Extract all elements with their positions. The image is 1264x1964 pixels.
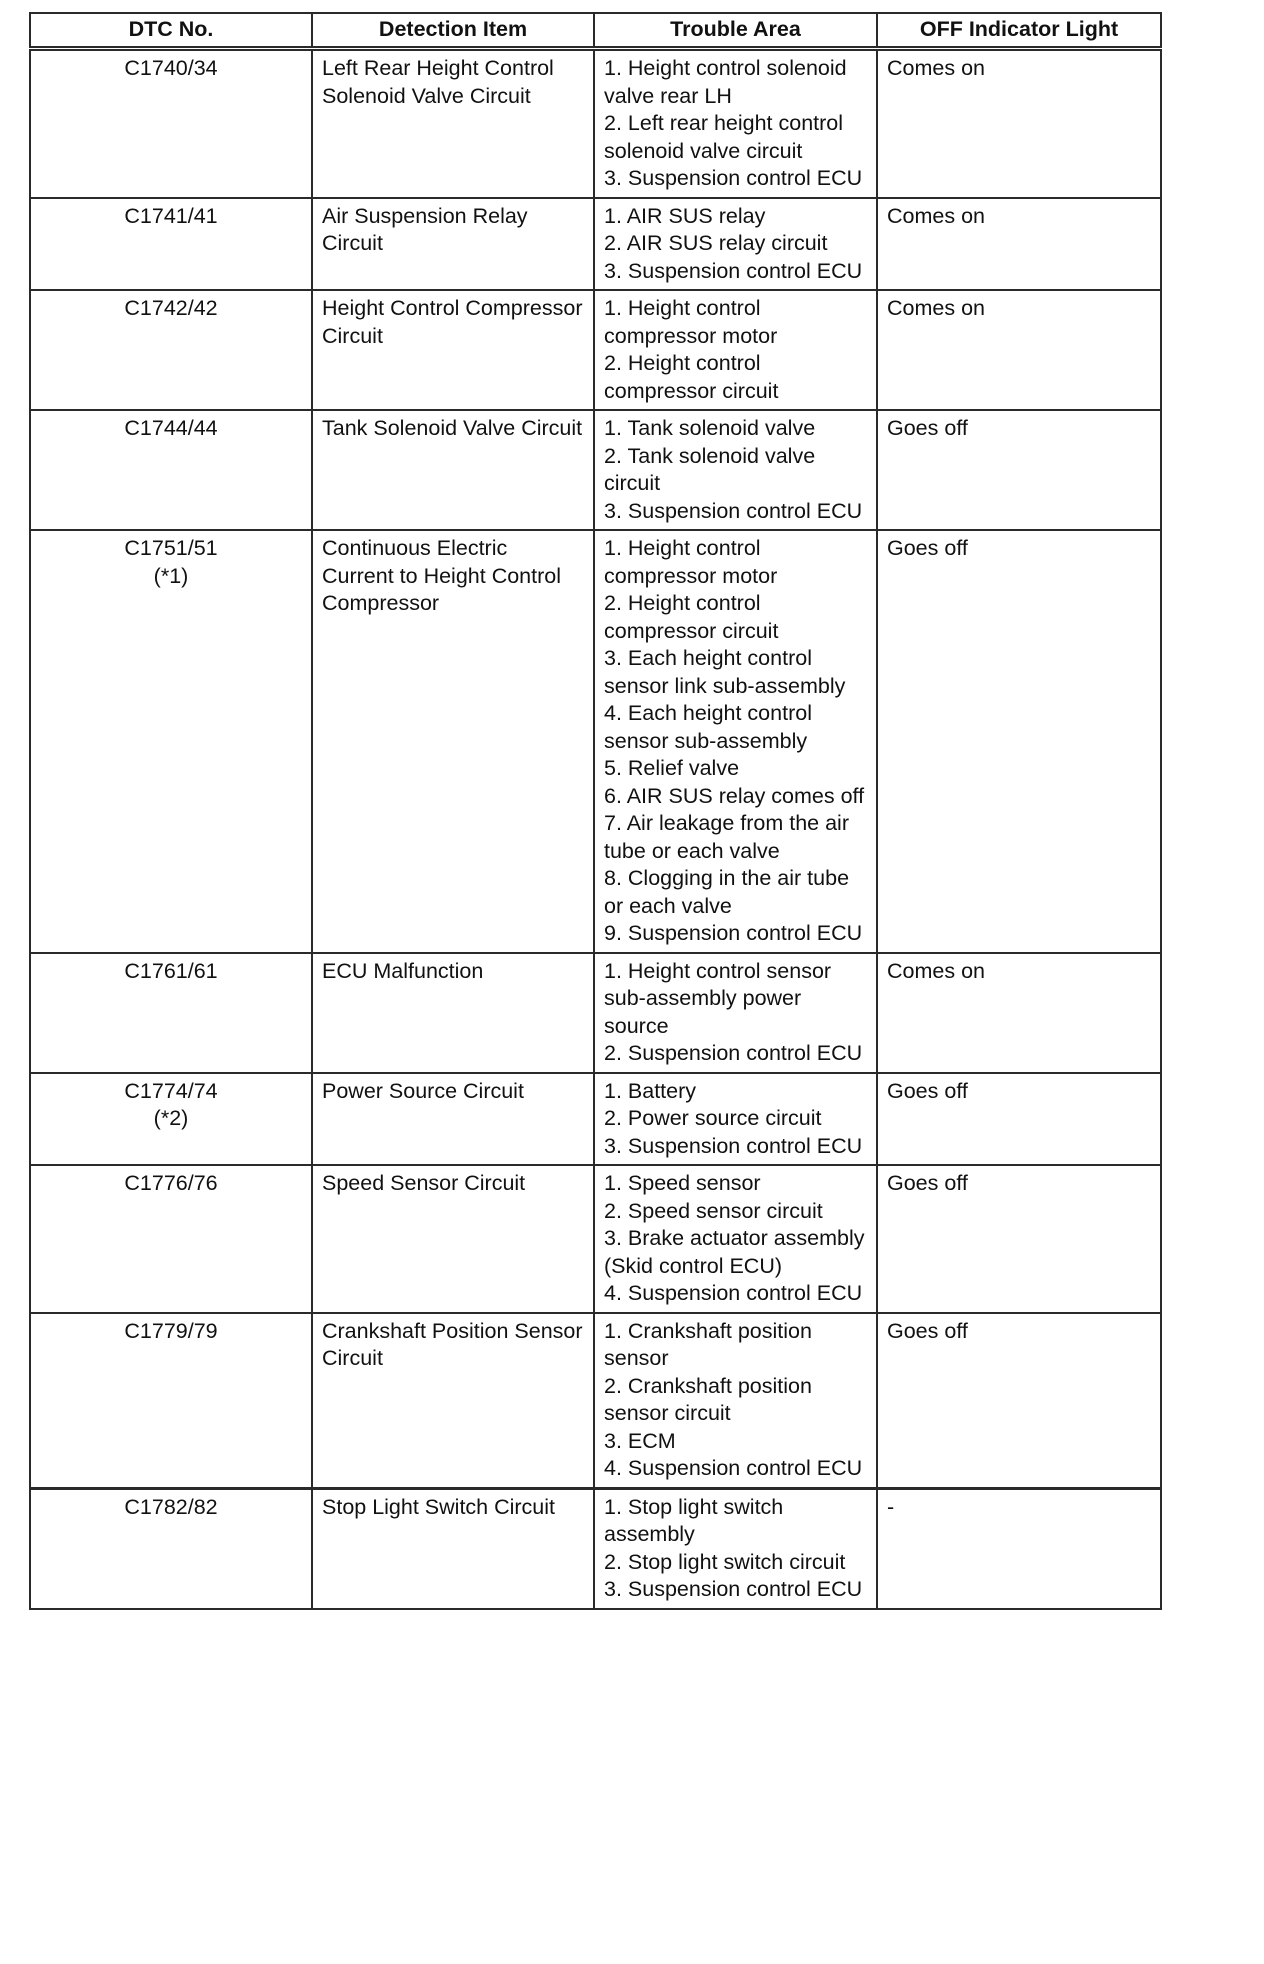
dtc-footnote: (*2) bbox=[153, 1106, 189, 1130]
dtc-number-cell bbox=[30, 290, 312, 410]
trouble-area-entry: 2. Suspension control ECU bbox=[604, 1041, 863, 1065]
dtc-code: C1744/44 bbox=[124, 416, 218, 440]
dtc-number-cell bbox=[30, 410, 312, 530]
trouble-area-cell bbox=[594, 49, 877, 198]
trouble-area-cell bbox=[594, 953, 877, 1073]
table-header bbox=[30, 13, 1161, 49]
trouble-area-entry: 3. Suspension control ECU bbox=[604, 258, 863, 283]
trouble-area-entry: 4. Each height control sensor sub-assembly bbox=[604, 701, 812, 753]
trouble-area-entry: 3. ECM bbox=[604, 1428, 676, 1453]
trouble-area-cell bbox=[594, 410, 877, 530]
trouble-area-entry: 7. Air leakage from the air tube or each valve bbox=[604, 811, 849, 863]
dtc-number-cell bbox=[30, 953, 312, 1073]
detection-item-cell: Crankshaft Position Sensor Circuit bbox=[312, 1313, 594, 1489]
header-trouble-area: Trouble Area bbox=[594, 13, 877, 49]
detection-item-cell: Left Rear Height Control Solenoid Valve Circuit bbox=[312, 49, 594, 198]
header-dtc-no: DTC No. bbox=[30, 13, 312, 49]
dtc-code: C1742/42 bbox=[124, 296, 218, 320]
dtc-code: C1761/61 bbox=[124, 958, 218, 983]
trouble-area-cell bbox=[594, 530, 877, 953]
detection-item-cell: ECU Malfunction bbox=[312, 953, 594, 1073]
table-row bbox=[30, 1073, 1161, 1166]
off-indicator-light-cell: Goes off bbox=[877, 410, 1161, 530]
dtc-number-cell bbox=[30, 530, 312, 953]
detection-item-cell: Tank Solenoid Valve Circuit bbox=[312, 410, 594, 530]
off-indicator-light-cell: Goes off bbox=[877, 1165, 1161, 1313]
dtc-code: C1740/34 bbox=[124, 56, 218, 80]
dtc-number-cell bbox=[30, 49, 312, 198]
dtc-code: C1751/51 bbox=[124, 536, 218, 560]
trouble-area-entry: 1. Height control compressor motor bbox=[604, 296, 778, 348]
trouble-area-entry: 2. Left rear height control solenoid valve circuit bbox=[604, 111, 844, 163]
trouble-area-cell bbox=[594, 1165, 877, 1313]
table-row bbox=[30, 1488, 1161, 1609]
trouble-area-entry: 5. Relief valve bbox=[604, 756, 740, 780]
trouble-area-cell bbox=[594, 198, 877, 291]
trouble-area-entry: 2. Height control compressor circuit bbox=[604, 591, 779, 643]
trouble-area-cell bbox=[594, 290, 877, 410]
table-row bbox=[30, 1313, 1161, 1489]
table-row bbox=[30, 530, 1161, 953]
trouble-area-entry: 3. Suspension control ECU bbox=[604, 1577, 863, 1601]
detection-item-cell: Power Source Circuit bbox=[312, 1073, 594, 1166]
trouble-area-entry: 1. Tank solenoid valve bbox=[604, 416, 816, 440]
trouble-area-entry: 1. Height control solenoid valve rear LH bbox=[604, 56, 847, 108]
trouble-area-entry: 3. Suspension control ECU bbox=[604, 1133, 863, 1158]
trouble-area-cell bbox=[594, 1073, 877, 1166]
trouble-area-entry: 1. Crankshaft position sensor bbox=[604, 1318, 812, 1370]
dtc-code: C1741/41 bbox=[124, 203, 218, 228]
trouble-area-entry: 2. AIR SUS relay circuit bbox=[604, 231, 828, 255]
dtc-number-cell bbox=[30, 198, 312, 291]
off-indicator-light-cell: Comes on bbox=[877, 198, 1161, 291]
trouble-area-entry: 3. Brake actuator assembly (Skid control ECU) bbox=[604, 1226, 865, 1278]
trouble-area-entry: 1. AIR SUS relay bbox=[604, 203, 766, 228]
trouble-area-entry: 2. Stop light switch circuit bbox=[604, 1549, 846, 1574]
detection-item-cell: Air Suspension Relay Circuit bbox=[312, 198, 594, 291]
header-off-indicator-light: OFF Indicator Light bbox=[877, 13, 1161, 49]
trouble-area-cell bbox=[594, 1313, 877, 1489]
trouble-area-entry: 4. Suspension control ECU bbox=[604, 1456, 863, 1480]
dtc-number-cell bbox=[30, 1488, 312, 1609]
trouble-area-entry: 1. Stop light switch assembly bbox=[604, 1494, 784, 1546]
trouble-area-entry: 2. Height control compressor circuit bbox=[604, 351, 779, 403]
header-detection-item: Detection Item bbox=[312, 13, 594, 49]
dtc-number-cell bbox=[30, 1313, 312, 1489]
trouble-area-entry: 3. Suspension control ECU bbox=[604, 498, 863, 523]
off-indicator-light-cell: Comes on bbox=[877, 49, 1161, 198]
table-row bbox=[30, 49, 1161, 198]
table-row bbox=[30, 198, 1161, 291]
off-indicator-light-cell: Comes on bbox=[877, 290, 1161, 410]
off-indicator-light-cell: Goes off bbox=[877, 530, 1161, 953]
trouble-area-entry: 1. Height control sensor sub-assembly power source bbox=[604, 958, 832, 1038]
trouble-area-entry: 9. Suspension control ECU bbox=[604, 921, 863, 945]
trouble-area-entry: 2. Tank solenoid valve circuit bbox=[604, 443, 816, 495]
off-indicator-light-cell: - bbox=[877, 1488, 1161, 1609]
detection-item-cell: Speed Sensor Circuit bbox=[312, 1165, 594, 1313]
trouble-area-entry: 1. Battery bbox=[604, 1078, 697, 1103]
trouble-area-entry: 8. Clogging in the air tube or each valve bbox=[604, 866, 850, 918]
table-row bbox=[30, 1165, 1161, 1313]
detection-item-cell: Height Control Compressor Circuit bbox=[312, 290, 594, 410]
table-body bbox=[30, 49, 1161, 1609]
trouble-area-entry: 4. Suspension control ECU bbox=[604, 1281, 863, 1305]
trouble-area-entry: 2. Speed sensor circuit bbox=[604, 1198, 823, 1223]
off-indicator-light-cell: Goes off bbox=[877, 1313, 1161, 1489]
dtc-number-cell bbox=[30, 1073, 312, 1166]
trouble-area-entry: 2. Crankshaft position sensor circuit bbox=[604, 1373, 812, 1425]
dtc-code: C1776/76 bbox=[124, 1171, 218, 1195]
trouble-area-entry: 3. Each height control sensor link sub-assembly bbox=[604, 646, 846, 698]
trouble-area-entry: 1. Speed sensor bbox=[604, 1171, 761, 1195]
dtc-code: C1782/82 bbox=[124, 1494, 218, 1519]
dtc-code: C1779/79 bbox=[124, 1318, 218, 1343]
header-row bbox=[30, 13, 1161, 49]
off-indicator-light-cell: Goes off bbox=[877, 1073, 1161, 1166]
off-indicator-light-cell: Comes on bbox=[877, 953, 1161, 1073]
table-row bbox=[30, 290, 1161, 410]
trouble-area-entry: 6. AIR SUS relay comes off bbox=[604, 783, 865, 808]
trouble-area-entry: 1. Height control compressor motor bbox=[604, 536, 778, 588]
dtc-footnote: (*1) bbox=[153, 563, 189, 588]
detection-item-cell: Stop Light Switch Circuit bbox=[312, 1488, 594, 1609]
dtc-table bbox=[29, 12, 1162, 1610]
table-row bbox=[30, 953, 1161, 1073]
detection-item-cell: Continuous Electric Current to Height Control Compressor bbox=[312, 530, 594, 953]
dtc-number-cell bbox=[30, 1165, 312, 1313]
trouble-area-entry: 3. Suspension control ECU bbox=[604, 166, 863, 190]
trouble-area-cell bbox=[594, 1488, 877, 1609]
dtc-code: C1774/74 bbox=[124, 1078, 218, 1103]
table-row bbox=[30, 410, 1161, 530]
trouble-area-entry: 2. Power source circuit bbox=[604, 1106, 822, 1130]
